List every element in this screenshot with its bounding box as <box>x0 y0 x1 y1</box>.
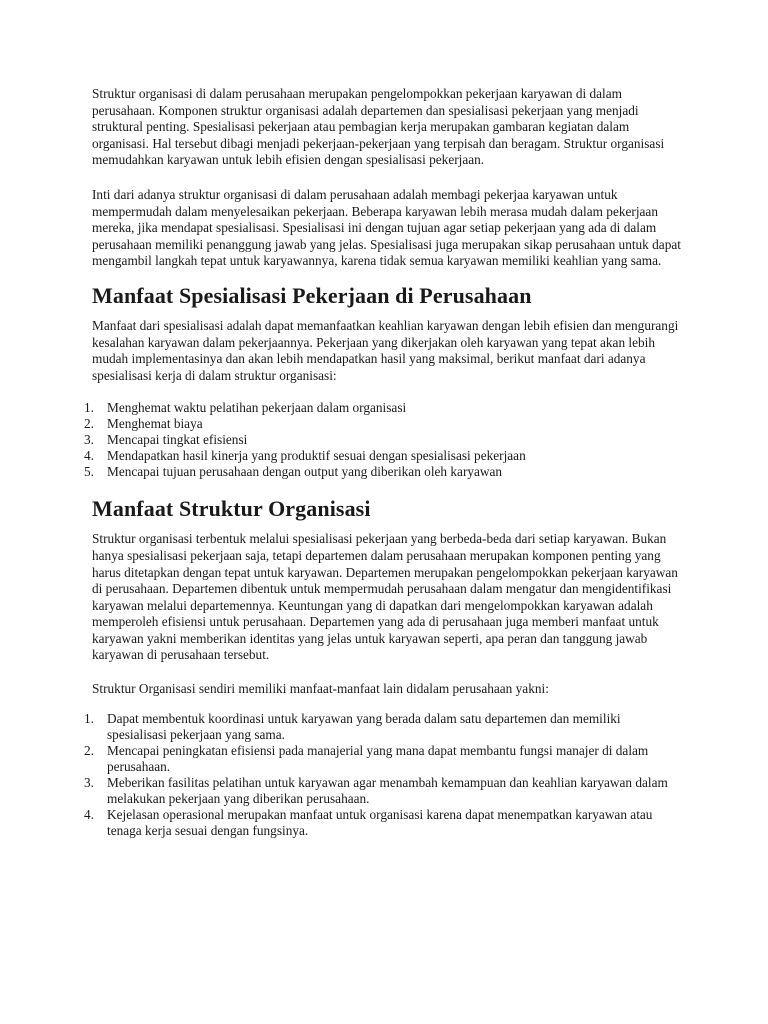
list-item: 4. Mendapatkan hasil kinerja yang produktif sesuai dengan spesialisasi pekerjaan <box>84 448 526 464</box>
list-item: 2. Menghemat biaya <box>84 416 203 432</box>
intro-paragraph-2: Inti dari adanya struktur organisasi di dalam perusahaan adalah membagi pekerjaa karyawan untuk mempermudah dalam menyelesaikan pekerjaan. Beberapa karyawan lebih merasa mudah dalam pekerjaan mereka, jika mendapat spesialisasi. Spesialisasi ini dengan tujuan agar setiap pekerjaan yang ada di dalam perusahaan memiliki penanggung jawab yang jelas. Spesialisasi juga merupakan sikap perusahaan untuk dapat mengambil langkah tepat untuk karyawannya, karena tidak semua karyawan memiliki keahlian yang sama. <box>92 186 681 269</box>
intro-paragraph-1: Struktur organisasi di dalam perusahaan merupakan pengelompokkan pekerjaan karyawan di dalam perusahaan. Komponen struktur organisasi adalah departemen dan spesialisasi pekerjaan yang menjadi struktural penting. Spesialisasi pekerjaan atau pembagian kerja merupakan gambaran kegiatan dalam organisasi. Hal tersebut dibagi menjadi pekerjaan-pekerjaan yang terpisah dan beragam. Struktur organisasi memudahkan karyawan untuk lebih efisien dengan spesialisasi pekerjaan. <box>92 86 665 168</box>
spesialisasi-benefits-list <box>84 400 682 480</box>
struktur-benefits-list <box>84 710 682 839</box>
section1-paragraph: Manfaat dari spesialisasi adalah dapat memanfaatkan keahlian karyawan dengan lebih efisien dan mengurangi kesalahan karyawan dalam pekerjaannya. Pekerjaan yang dikerjakan oleh karyawan yang tepat akan lebih mudah implementasinya dan akan lebih mendapatkan hasil yang maksimal, berikut manfaat dari adanya spesialisasi kerja di dalam struktur organisasi: <box>92 317 679 383</box>
list-item: 3. Mencapai tingkat efisiensi <box>84 432 248 448</box>
section-heading-spesialisasi: Manfaat Spesialisasi Pekerjaan di Perusahaan <box>92 282 532 308</box>
list-item: 1. Dapat membentuk koordinasi untuk karyawan yang berada dalam satu departemen dan memiliki spesialisasi pekerjaan yang sama. <box>84 710 621 742</box>
section2-lead: Struktur Organisasi sendiri memiliki manfaat-manfaat lain didalam perusahaan yakni: <box>92 681 549 697</box>
list-item: 3. Meberikan fasilitas pelatihan untuk karyawan agar menambah kemampuan dan keahlian karyawan dalam melakukan pekerjaan yang diberikan perusahaan. <box>84 774 668 806</box>
list-item: 1. Menghemat waktu pelatihan pekerjaan dalam organisasi <box>84 400 407 416</box>
document-page <box>84 86 682 856</box>
list-item: 4. Kejelasan operasional merupakan manfaat untuk organisasi karena dapat menempatkan karyawan atau tenaga kerja sesuai dengan fungsinya. <box>84 806 653 838</box>
section2-paragraph: Struktur organisasi terbentuk melalui spesialisasi pekerjaan yang berbeda-beda dari setiap karyawan. Bukan hanya spesialisasi pekerjaan saja, tetapi departemen dalam perusahaan merupakan komponen penting yang harus ditetapkan dengan tepat untuk karyawan. Departemen merupakan pengelompokkan pekerjaan karyawan di perusahaan. Departemen dibentuk untuk mempermudah perusahaan dalam mengatur dan mengidentifikasi karyawan melalui departemennya. Keuntungan yang di dapatkan dari mengelompokkan karyawan adalah memperoleh efisiensi untuk perusahaan. Departemen yang ada di perusahaan juga memberi manfaat untuk karyawan yakni memberikan identitas yang jelas untuk karyawan seperti, apa peran dan tanggung jawab karyawan di perusahaan tersebut. <box>92 531 678 663</box>
section-heading-struktur: Manfaat Struktur Organisasi <box>92 496 371 522</box>
list-item: 5. Mencapai tujuan perusahaan dengan output yang diberikan oleh karyawan <box>84 464 503 480</box>
list-item: 2. Mencapai peningkatan efisiensi pada manajerial yang mana dapat membantu fungsi manajer di dalam perusahaan. <box>84 742 649 774</box>
